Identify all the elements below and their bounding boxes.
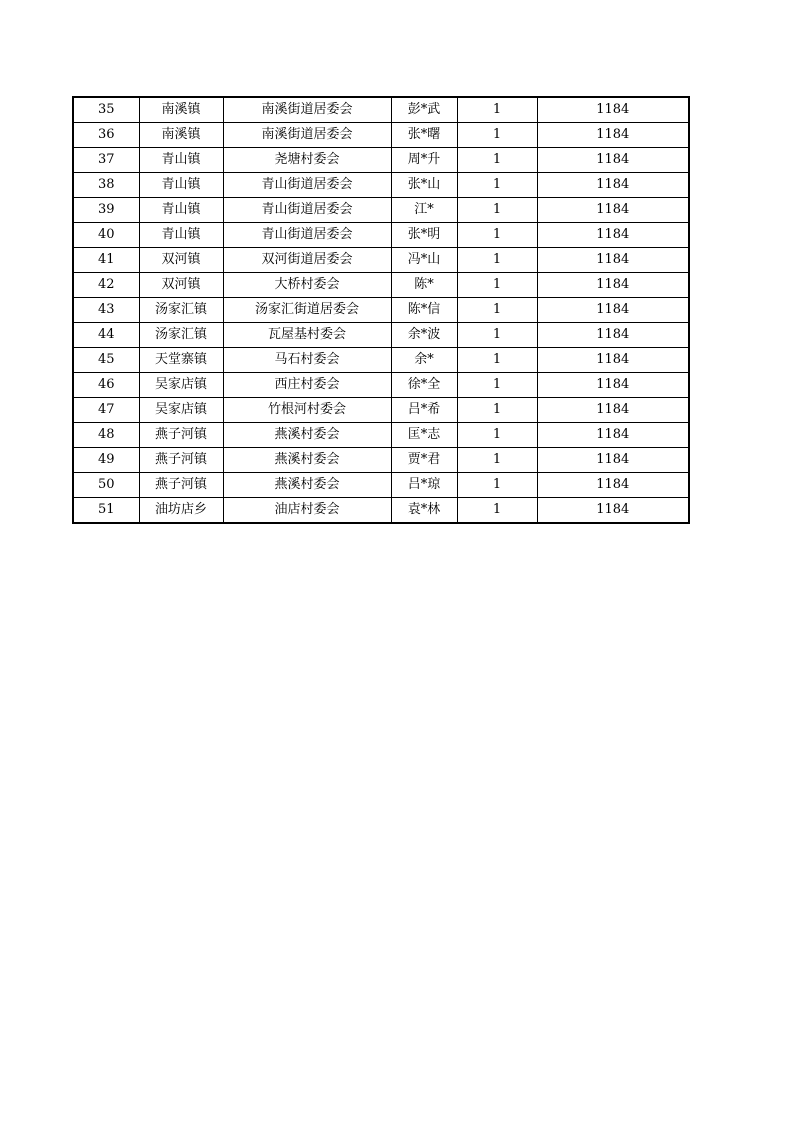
amount-cell: 1184 [537,323,689,348]
table-row [73,173,689,198]
row-number-cell: 39 [73,198,139,223]
table-row [73,398,689,423]
unit-cell: 燕溪村委会 [223,473,391,498]
town-cell: 双河镇 [139,273,223,298]
table-row [73,223,689,248]
town-cell: 吴家店镇 [139,373,223,398]
row-number-cell: 48 [73,423,139,448]
amount-cell: 1184 [537,348,689,373]
table-row [73,123,689,148]
person-name-cell: 余* [391,348,457,373]
town-cell: 天堂寨镇 [139,348,223,373]
count-cell: 1 [457,97,537,123]
row-number-cell: 44 [73,323,139,348]
unit-cell: 马石村委会 [223,348,391,373]
count-cell: 1 [457,248,537,273]
town-cell: 汤家汇镇 [139,323,223,348]
roster-table [72,96,690,524]
row-number-cell: 45 [73,348,139,373]
unit-cell: 青山街道居委会 [223,198,391,223]
count-cell: 1 [457,173,537,198]
town-cell: 汤家汇镇 [139,298,223,323]
row-number-cell: 47 [73,398,139,423]
amount-cell: 1184 [537,97,689,123]
count-cell: 1 [457,323,537,348]
row-number-cell: 46 [73,373,139,398]
amount-cell: 1184 [537,448,689,473]
count-cell: 1 [457,423,537,448]
table-row [73,248,689,273]
person-name-cell: 张*曙 [391,123,457,148]
count-cell: 1 [457,498,537,524]
amount-cell: 1184 [537,498,689,524]
amount-cell: 1184 [537,473,689,498]
town-cell: 青山镇 [139,223,223,248]
row-number-cell: 51 [73,498,139,524]
amount-cell: 1184 [537,273,689,298]
town-cell: 吴家店镇 [139,398,223,423]
person-name-cell: 彭*武 [391,97,457,123]
person-name-cell: 吕*琼 [391,473,457,498]
unit-cell: 南溪街道居委会 [223,97,391,123]
unit-cell: 汤家汇街道居委会 [223,298,391,323]
unit-cell: 双河街道居委会 [223,248,391,273]
amount-cell: 1184 [537,123,689,148]
town-cell: 南溪镇 [139,123,223,148]
town-cell: 燕子河镇 [139,423,223,448]
count-cell: 1 [457,298,537,323]
count-cell: 1 [457,273,537,298]
table-row [73,323,689,348]
table-row [73,273,689,298]
table-row [73,423,689,448]
unit-cell: 尧塘村委会 [223,148,391,173]
table-row [73,498,689,524]
count-cell: 1 [457,198,537,223]
row-number-cell: 50 [73,473,139,498]
amount-cell: 1184 [537,373,689,398]
person-name-cell: 贾*君 [391,448,457,473]
row-number-cell: 35 [73,97,139,123]
town-cell: 燕子河镇 [139,473,223,498]
row-number-cell: 38 [73,173,139,198]
count-cell: 1 [457,223,537,248]
town-cell: 南溪镇 [139,97,223,123]
person-name-cell: 江* [391,198,457,223]
roster-table-body [73,97,689,523]
unit-cell: 燕溪村委会 [223,448,391,473]
person-name-cell: 吕*希 [391,398,457,423]
town-cell: 油坊店乡 [139,498,223,524]
table-row [73,97,689,123]
row-number-cell: 43 [73,298,139,323]
amount-cell: 1184 [537,248,689,273]
count-cell: 1 [457,123,537,148]
amount-cell: 1184 [537,423,689,448]
town-cell: 青山镇 [139,173,223,198]
person-name-cell: 徐*全 [391,373,457,398]
row-number-cell: 42 [73,273,139,298]
count-cell: 1 [457,448,537,473]
table-row [73,373,689,398]
amount-cell: 1184 [537,173,689,198]
row-number-cell: 41 [73,248,139,273]
person-name-cell: 余*波 [391,323,457,348]
row-number-cell: 49 [73,448,139,473]
count-cell: 1 [457,148,537,173]
row-number-cell: 40 [73,223,139,248]
person-name-cell: 冯*山 [391,248,457,273]
count-cell: 1 [457,473,537,498]
row-number-cell: 36 [73,123,139,148]
unit-cell: 青山街道居委会 [223,173,391,198]
unit-cell: 燕溪村委会 [223,423,391,448]
unit-cell: 油店村委会 [223,498,391,524]
person-name-cell: 袁*林 [391,498,457,524]
town-cell: 青山镇 [139,148,223,173]
row-number-cell: 37 [73,148,139,173]
table-row [73,198,689,223]
table-row [73,473,689,498]
person-name-cell: 陈* [391,273,457,298]
person-name-cell: 张*山 [391,173,457,198]
town-cell: 燕子河镇 [139,448,223,473]
amount-cell: 1184 [537,148,689,173]
amount-cell: 1184 [537,298,689,323]
count-cell: 1 [457,348,537,373]
unit-cell: 竹根河村委会 [223,398,391,423]
unit-cell: 瓦屋基村委会 [223,323,391,348]
count-cell: 1 [457,373,537,398]
unit-cell: 西庄村委会 [223,373,391,398]
amount-cell: 1184 [537,398,689,423]
person-name-cell: 陈*信 [391,298,457,323]
town-cell: 双河镇 [139,248,223,273]
table-row [73,348,689,373]
town-cell: 青山镇 [139,198,223,223]
count-cell: 1 [457,398,537,423]
unit-cell: 大桥村委会 [223,273,391,298]
person-name-cell: 周*升 [391,148,457,173]
unit-cell: 南溪街道居委会 [223,123,391,148]
table-row [73,448,689,473]
unit-cell: 青山街道居委会 [223,223,391,248]
person-name-cell: 张*明 [391,223,457,248]
table-row [73,148,689,173]
person-name-cell: 匡*志 [391,423,457,448]
table-row [73,298,689,323]
amount-cell: 1184 [537,198,689,223]
amount-cell: 1184 [537,223,689,248]
